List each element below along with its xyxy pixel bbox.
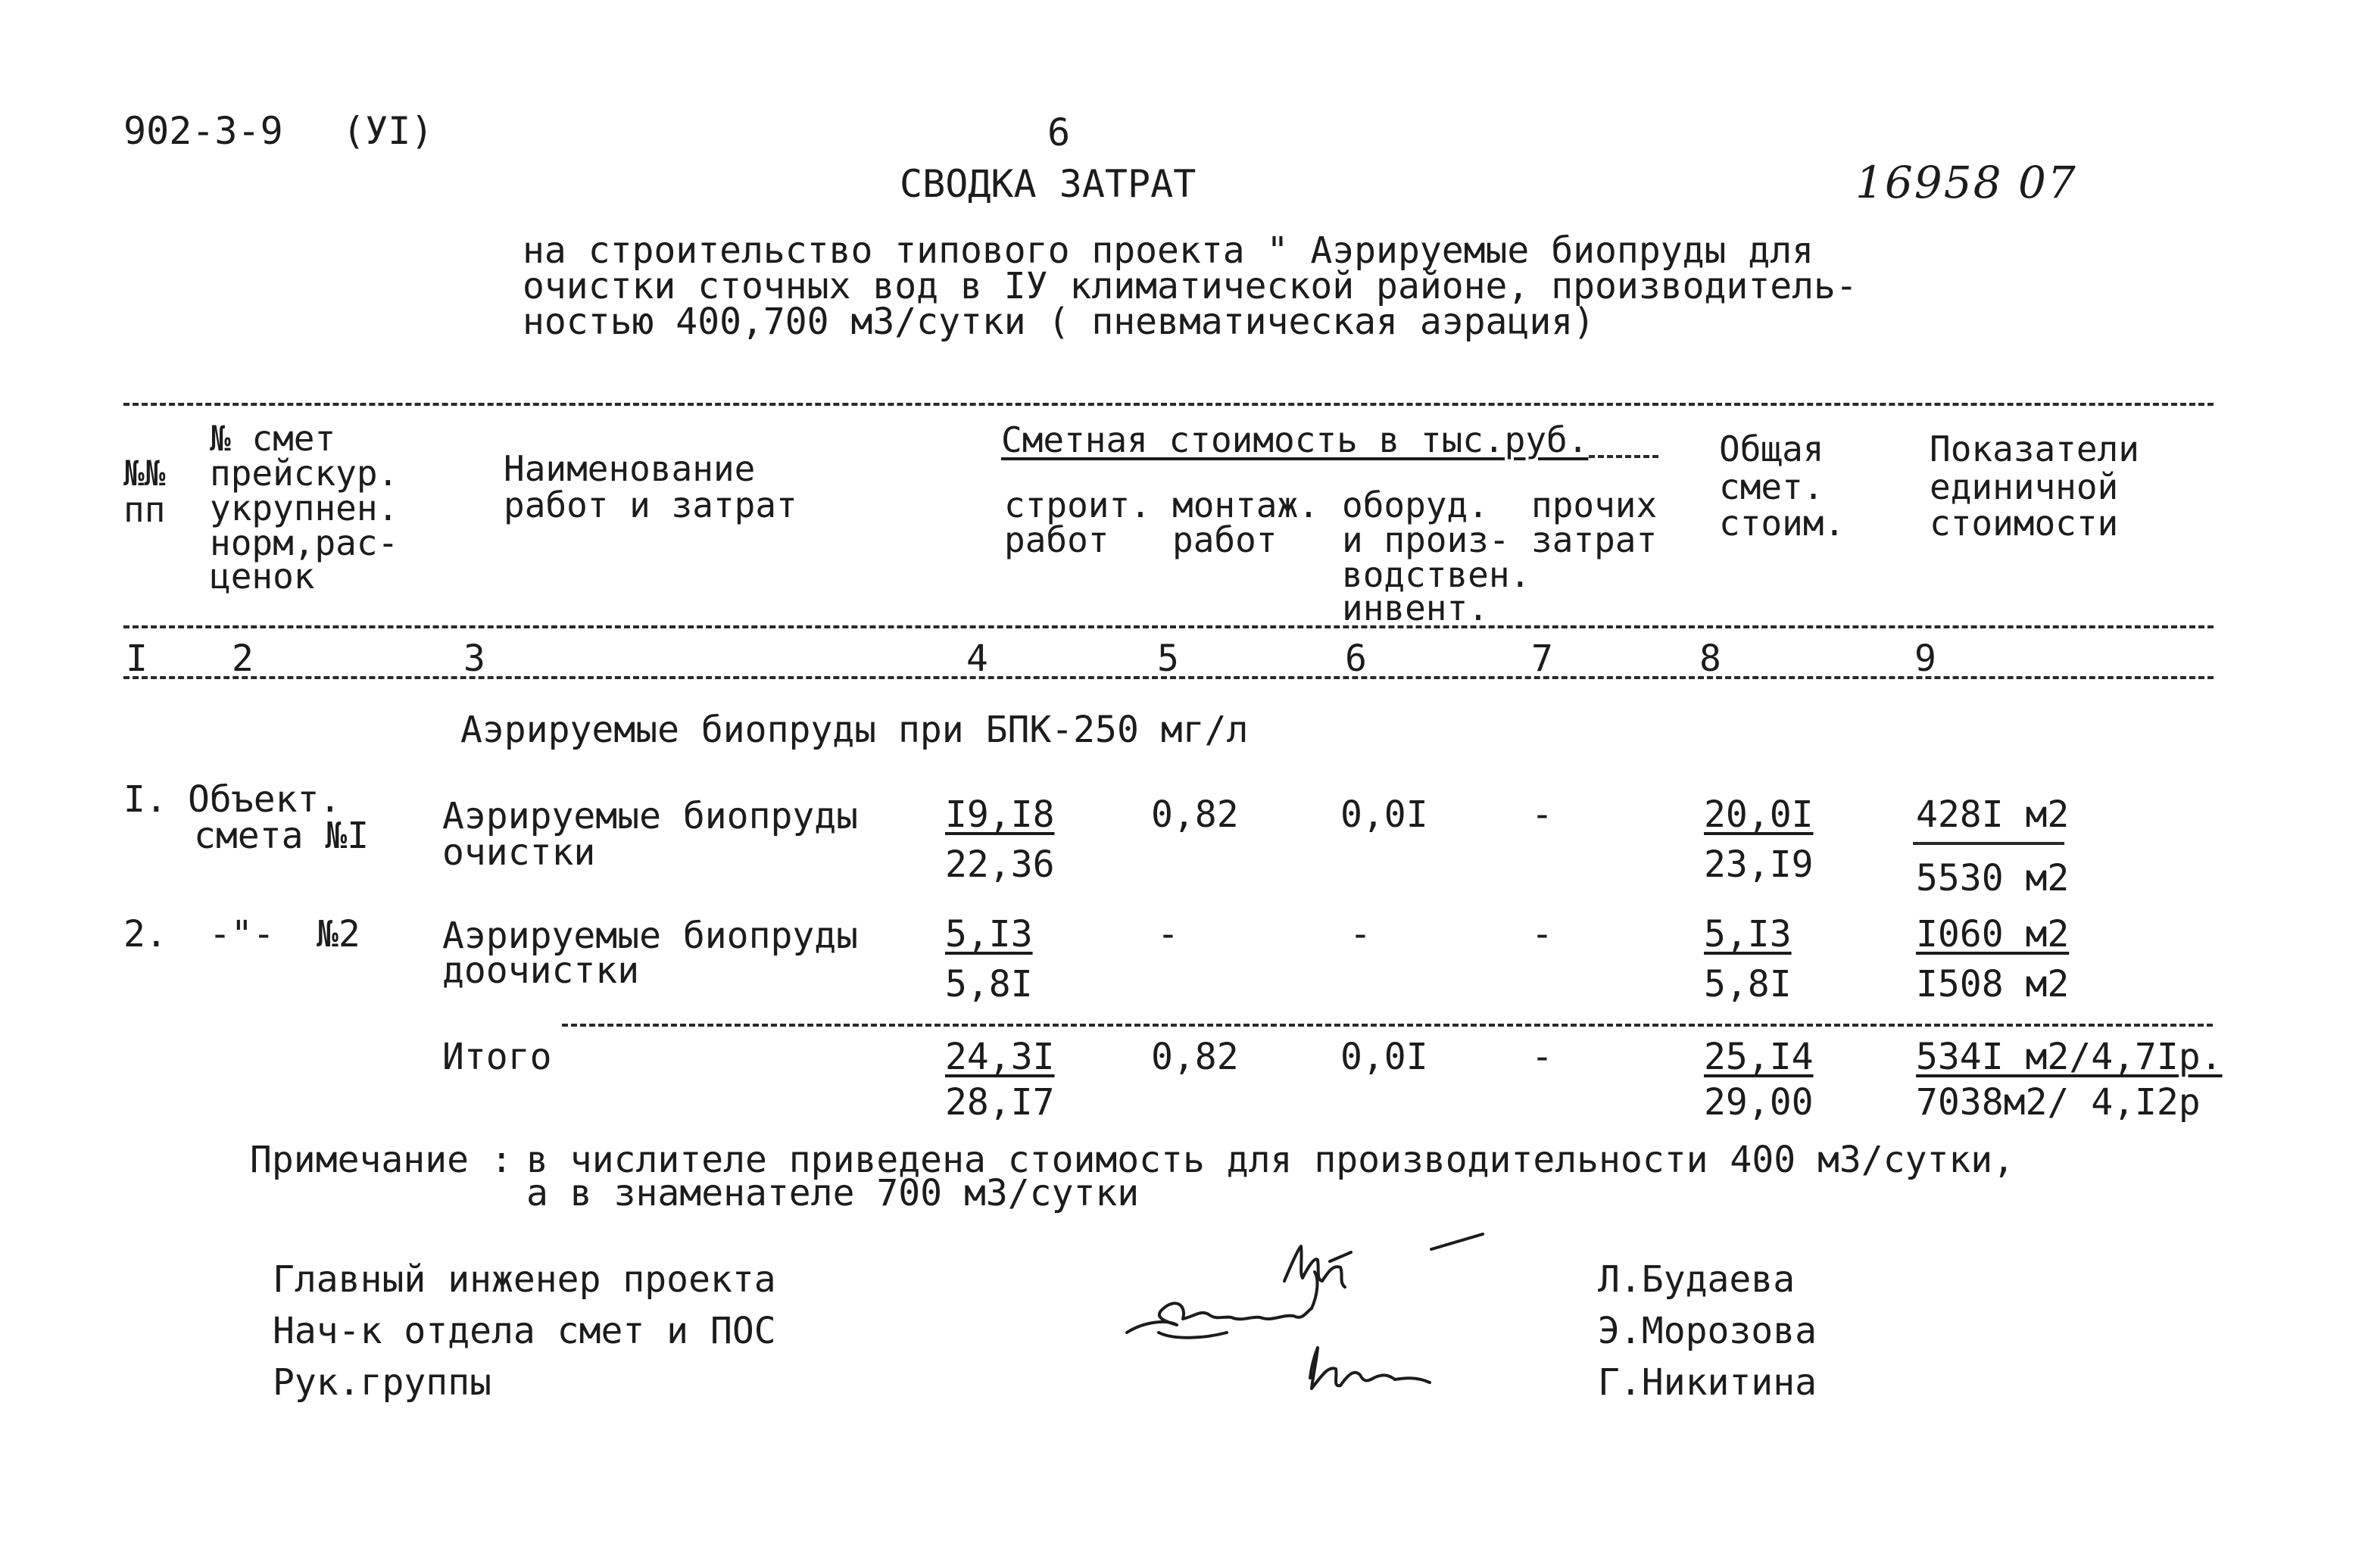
col8-header-line-1: Общая [1719,429,1824,469]
col2-header-line-4: норм,рас- [210,522,399,563]
column-number-1: I [126,637,148,680]
col6-header-line-1: оборуд. [1342,485,1489,525]
signature-role-1: Главный инженер проекта [273,1258,776,1301]
note-line-1: в числителе приведена стоимость для производительности 400 м3/сутки, [526,1139,2015,1181]
col7-header-line-2: затрат [1531,519,1658,560]
row2-construction-400: 5,I3 [945,913,1033,955]
col5-header-line-2: работ [1172,519,1278,560]
total-installation: 0,82 [1151,1036,1239,1078]
column-number-6: 6 [1345,637,1367,680]
cost-group-dash-tail [1589,455,1658,458]
col2-header-line-2: прейскур. [210,453,399,494]
row2-construction-700: 5,8I [945,963,1033,1005]
col6-header-line-4: инвент. [1342,588,1489,628]
row1-construction-400: I9,I8 [945,793,1055,836]
row1-other: - [1531,793,1553,836]
col3-header-line-1: Наименование [504,448,756,489]
column-number-7: 7 [1531,637,1553,680]
column-number-8: 8 [1699,637,1721,680]
row2-ref-ditto: -"- [209,913,275,955]
row1-ref-line-1: Объект. [188,778,342,821]
subtitle-line-2: очистки сточных вод в IУ климатической районе, производитель- [523,265,1858,307]
volume-label: (УI) [342,109,434,153]
row2-installation: - [1157,913,1179,955]
row1-total-400: 20,0I [1704,793,1814,836]
row2-unit-400: I060 м2 [1916,913,2070,955]
total-equipment: 0,0I [1340,1036,1428,1078]
column-numbers-rule [123,676,2214,679]
col4-header-line-2: работ [1004,519,1109,560]
col2-header-line-1: № смет [210,418,336,459]
col1-header-line-1: №№ [123,453,166,494]
column-number-3: 3 [463,637,485,680]
total-unit-400: 534I м2/4,7Iр. [1916,1036,2223,1078]
row1-equipment: 0,0I [1340,793,1428,836]
signature-name-1: Л.Будаева [1598,1258,1796,1301]
row1-unit-fraction-line [1913,842,2064,845]
column-number-4: 4 [966,637,988,680]
total-construction-700: 28,I7 [945,1081,1055,1124]
col2-header-line-5: ценок [210,556,315,597]
subtitle-line-1: на строительство типового проекта " Аэрируемые биопруды для [523,229,1814,272]
row2-total-700: 5,8I [1704,963,1792,1005]
row2-total-400: 5,I3 [1704,913,1792,955]
col2-header-line-3: укрупнен. [210,488,399,528]
column-number-5: 5 [1157,637,1179,680]
row2-ref-number: №2 [317,913,360,955]
signature-name-3: Г.Никитина [1598,1361,1817,1404]
total-other: - [1531,1036,1553,1078]
col5-header-line-1: монтаж. [1172,485,1319,525]
signature-role-3: Рук.группы [273,1361,491,1404]
inventory-number: 16958 07 [1855,157,2077,208]
signature-name-2: Э.Морозова [1598,1310,1817,1352]
row2-number: 2. [123,913,167,955]
handwritten-signatures [1113,1227,1507,1416]
total-construction-400: 24,3I [945,1036,1055,1078]
total-rule [562,1024,2213,1027]
col8-header-line-3: стоим. [1719,503,1846,544]
header-bottom-rule [123,625,2214,628]
row1-unit-400: 428I м2 [1916,793,2070,836]
row1-construction-700: 22,36 [945,843,1055,886]
column-number-9: 9 [1914,637,1936,680]
row1-name-line-1: Аэрируемые биопруды [442,795,859,837]
col8-header-line-2: смет. [1719,466,1824,507]
total-unit-700: 7038м2/ 4,I2р [1916,1081,2201,1124]
col6-header-line-3: водствен. [1342,554,1531,595]
section-title: Аэрируемые биопруды при БПК-250 мг/л [460,709,1249,751]
col3-header-line-2: работ и затрат [504,485,797,525]
row1-number: I. [123,778,167,821]
note-line-2: а в знаменателе 700 м3/сутки [526,1172,1140,1214]
col9-header-line-1: Показатели [1930,429,2139,469]
col1-header-line-2: пп [123,489,166,530]
col6-header-line-2: и произ- [1342,519,1510,560]
total-sum-400: 25,I4 [1704,1036,1814,1078]
col7-header-line-1: прочих [1531,485,1658,525]
subtitle-line-3: ностью 400,700 м3/сутки ( пневматическая аэрация) [523,301,1596,343]
col9-header-line-2: единичной [1930,466,2119,507]
document-code: 902-3-9 [123,109,283,153]
total-sum-700: 29,00 [1704,1081,1814,1124]
row2-other: - [1531,913,1553,955]
row2-unit-700: I508 м2 [1916,963,2070,1005]
signature-role-2: Нач-к отдела смет и ПОС [273,1310,776,1352]
page-title: СВОДКА ЗАТРАТ [900,162,1197,206]
row1-name-line-2: очистки [442,831,596,874]
column-number-2: 2 [232,637,254,680]
col9-header-line-3: стоимости [1930,503,2119,544]
row2-name-line-1: Аэрируемые биопруды [442,915,859,957]
table-top-rule [123,403,2214,406]
row1-ref-line-2: смета №I [194,815,370,857]
row1-installation: 0,82 [1151,793,1239,836]
row2-equipment: - [1349,913,1371,955]
total-label: Итого [442,1036,552,1078]
row2-name-line-2: доочистки [442,949,640,992]
row1-unit-700: 5530 м2 [1916,857,2070,899]
cost-group-header: Сметная стоимость в тыс.руб. [1001,419,1589,460]
note-label: Примечание : [250,1139,513,1181]
page-number: 6 [1047,111,1071,154]
row1-total-700: 23,I9 [1704,843,1814,886]
col4-header-line-1: строит. [1004,485,1151,525]
